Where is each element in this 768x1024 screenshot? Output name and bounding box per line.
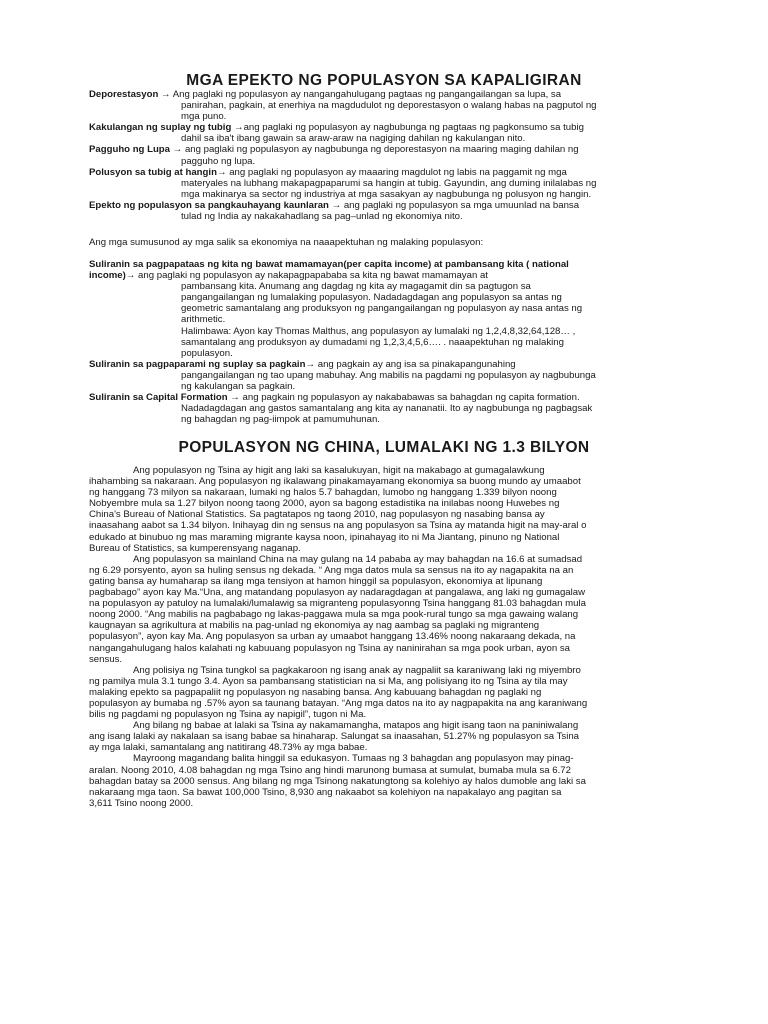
- page-title: MGA EPEKTO NG POPULASYON SA KAPALIGIRAN: [186, 72, 582, 89]
- factor-term: Suliranin sa pagpapataas ng kita ng bawat mamamayan(per capita income) at pambansang kita ( national: [89, 259, 569, 270]
- effect-text: mga puno.: [181, 111, 227, 123]
- article-line: ang isang lalaki ay nakalaan sa isang babae sa hinaharap. Salungat sa inaasahan, 51.27% ng populasyon sa Tsina: [89, 731, 579, 743]
- factor-text: ng bahagdan ng pag-iimpok at pamumuhunan.: [181, 414, 380, 426]
- article-line: ng hanggang 73 milyon sa nakaraan, lumaki ng halos 5.7 bahagdan, lumobo ng hanggang 1.339 bilyon noong: [89, 487, 557, 499]
- article-line: Ang populasyon sa mainland China na may gulang na 14 pababa ay may bahagdan na 16.6 at sumadsad: [133, 553, 583, 565]
- article-line: ihahambing sa nakaraan. Ang populasyon ng ikalawang pinakamayamang ekonomiya sa buong mundo ay umaabot: [89, 476, 581, 488]
- effect-term: Epekto ng populasyon sa pangkauhayang kaunlaran: [89, 199, 329, 211]
- factors-intro: [89, 237, 483, 248]
- article-line: aralan. Noong 2010, 4.08 bahagdan ng mga Tsino ang hindi marunong bumasa at sumulat, bumaba mula sa 6.72: [89, 764, 571, 776]
- article-line: China's Bureau of National Statistics. Sa pagtatapos ng taong 2010, nag populasyon ng nasabing bansa ay: [89, 509, 545, 521]
- factor-text: → ang pagkain ng populasyon ay nakababawas sa bahagdan ng capita formation.: [227, 392, 580, 404]
- article-line: gating bansa ay humaharap sa ilang mga tensiyon at hamon hinggil sa populasyon, ekonomiya at lipunang: [89, 575, 543, 587]
- effect-text: →ang paglaki ng populasyon ay nagbubunga ng pagtaas ng pagkonsumo sa tubig: [231, 122, 584, 134]
- effect-polusyon: [89, 167, 597, 178]
- factor-text: samantalang ang produksyon ay dumadami ng 1,2,3,4,5,6…. . naaapektuhan ng malaking: [181, 336, 564, 348]
- article-line: Ang bilang ng babae at lalaki sa Tsina ay nakamamangha, matapos ang higit isang taon na paniniwalang: [133, 720, 579, 732]
- factor-text: arithmetic.: [181, 314, 226, 326]
- effect-term: Polusyon sa tubig at hangin: [89, 166, 217, 178]
- intro-text: Ang mga sumusunod ay mga salik sa ekonomiya na naaapektuhan ng malaking populasyon:: [89, 237, 484, 248]
- article-line: populasyon”, ayon kay Ma. Ang populasyon sa urban ay umaabot hanggang 13.46% noong nakaraang dekada, na: [89, 631, 576, 643]
- article-line: bahagdan batay sa 2000 sensus. Ang bilang ng mga Tsinong nakatungtong sa kolehiyo ay halos dumoble ang laki sa: [89, 775, 586, 787]
- article-line: inaasahang aabot sa 1.34 bilyon. Inihayag din ng sensus na ang populasyon sa Tsina ay matanda higit na may-aral o: [89, 520, 587, 532]
- factor-text: geometric samantalang ang produksyon ng pangangailangan ng populasyon ay nasa antas ng: [181, 303, 583, 315]
- article-line: populasyon ay bumaba ng .57% ayon sa taunang batayan. “Ang mga datos na ito ay nagpapakita na ang karaniwang: [89, 697, 588, 709]
- factor-text: pangangailangan ng lumalaking populasyon. Nadadagdagan ang populasyon sa antas ng: [181, 292, 562, 304]
- effect-text: tulad ng India ay nakakahadlang sa pag–unlad ng ekonomiya nito.: [181, 211, 463, 223]
- factor-text: pangangailangan ng tao upang mabuhay. Ang mabilis na pagdami ng populasyon ay nagbubunga: [181, 369, 596, 381]
- effect-text: panirahan, pagkain, at enerhiya na magdudulot ng deporestasyon o walang habas na pagputol ng: [181, 100, 597, 112]
- effect-pagguho: [89, 144, 597, 155]
- factor-example: Halimbawa: Ayon kay Thomas Malthus, ang populasyon ay lumalaki ng 1,2,4,8,32,64,128… ,: [181, 325, 576, 337]
- article-line: Ang populasyon ng Tsina ay higit ang laki sa kasalukuyan, higit na makabago at gumagalawkung: [133, 465, 545, 476]
- article-line: sensus.: [89, 653, 123, 665]
- effect-text: materyales na lubhang makapagpaparumi sa hangin at tubig. Gayundin, ang duming inilalabas ng: [181, 177, 597, 189]
- article-line: edukado at binubuo ng mas maraming migrante kaysa noon, ipinahayag ito ni Ma Jiantang, pinuno ng National: [89, 531, 560, 543]
- article-line: pagbabago” ayon kay Ma.“Una, ang matandang populasyon ay nadaragdagan at pangalawa, ang laki ng gumagalaw: [89, 587, 586, 599]
- article-line: nangangahulugang halos kalahati ng kabuuang populasyon ng Tsina ay naninirahan sa mga pook urban, ayon sa: [89, 642, 570, 654]
- article-line: noong 2000. “Ang mabilis na pagbabago ng lakas-paggawa mula sa mga pook-rural tungo sa mga gawaing walang: [89, 609, 579, 621]
- article-line: Bureau of Statistics, sa kumperensyang naganap.: [89, 542, 301, 554]
- article-line: Ang polisiya ng Tsina tungkol sa pagkakaroon ng isang anak ay nagpaliit sa karaniwang laki ng miyembro: [133, 664, 581, 676]
- article-line: ay mga lalaki, samantalang ang natitirang 48.73% ay mga babae.: [89, 742, 368, 754]
- article-line: Mayroong magandang balita hinggil sa edukasyon. Tumaas ng 3 bahagdan ang populasyon may pinag-: [133, 753, 574, 765]
- effect-text: → Ang paglaki ng populasyon ay nangangahulugang pagtaas ng pangangailangan sa lupa, sa: [158, 89, 562, 100]
- effect-deporestasyon: [89, 89, 597, 100]
- article-line: kaugnayan sa agrikultura at mabilis na pag-unlad ng ekonomiya ay nag aambag sa paglaki ng migranteng: [89, 620, 540, 632]
- factor-text: ng kakulangan sa pagkain.: [181, 381, 296, 393]
- article-line: Nobyembre mula sa 1.27 bilyon noong taong 2000, ayon sa bagong estadistika na inilabas noong Huwebes ng: [89, 498, 560, 510]
- factor-term: Suliranin sa pagpaparami ng suplay sa pagkain: [89, 358, 306, 370]
- effect-text: pagguho ng lupa.: [181, 155, 256, 167]
- effect-text: → ang paglaki ng populasyon ay nagbubunga ng deporestasyon na maaring maging dahilan ng: [170, 144, 579, 156]
- effect-term: Deporestasyon: [89, 89, 159, 100]
- effect-text: dahil sa iba't ibang gawain sa araw-araw na nagiging dahilan ng kakulangan nito.: [181, 133, 526, 145]
- factor-pagkain: [89, 359, 596, 370]
- factor-text: Nadadagdagan ang gastos samantalang ang kita ay nananatii. Ito ay nagbubunga ng pagbagsak: [181, 403, 593, 415]
- article-line: na populasyon ay patuloy na lumalaki/lumalawig sa migranteng populasyonng Tsina hanggang 81.03 bahagdan mula: [89, 598, 586, 610]
- article-line: bilis ng pagdami ng populasyon ng Tsina ay napigil”, tugon ni Ma.: [89, 709, 367, 721]
- section-title: POPULASYON NG CHINA, LUMALAKI NG 1.3 BILYON: [178, 439, 590, 456]
- factor-capital: [89, 392, 596, 403]
- effect-kakulangan: [89, 122, 597, 133]
- factor-text: → ang paglaki ng populasyon ay nakapagpapababa sa kita ng bawat mamamayan at: [125, 270, 488, 282]
- article-line: 3,611 Tsino noong 2000.: [89, 797, 194, 809]
- article-line: nakaraang mga taon. Sa bawat 100,000 Tsino, 8,930 ang nakaabot sa kolehiyon na napakalayo ang pagitan sa: [89, 786, 562, 798]
- factors-section: [89, 259, 596, 425]
- factor-term: Suliranin sa Capital Formation: [89, 392, 228, 404]
- effect-text: → ang paglaki ng populasyon ay maaaring magdulot ng labis na paggamit ng mga: [216, 166, 567, 178]
- factor-per-capita: [89, 270, 596, 281]
- factor-text: populasyon.: [181, 347, 233, 359]
- effect-term: Kakulangan ng suplay ng tubig: [89, 122, 232, 134]
- effect-text: → ang paglaki ng populasyon sa mga umuunlad na bansa: [328, 199, 580, 211]
- article-line: malaking epekto sa pagpapaliit ng populasyon ng nasabing bansa. Ang kabuuang bahagdan ng paglaki ng: [89, 686, 542, 698]
- factor-text: → ang pagkain ay ang isa sa pinakapangunahing: [305, 358, 516, 370]
- factor-term: income): [89, 270, 126, 282]
- article-body: [89, 465, 587, 809]
- effect-epekto: [89, 200, 597, 211]
- factor-text: pambansang kita. Anumang ang dagdag ng kita ay magagamit din sa pagtugon sa: [181, 281, 531, 293]
- effects-section: [89, 89, 597, 222]
- article-line: ng pamilya mula 3.1 tungo 3.4. Ayon sa pambansang statistician na si Ma, ang polisiyang ito ng Tsina ay tila may: [89, 675, 568, 687]
- effect-text: mga makinarya sa sector ng industriya at mga sasakyan ay nagbubunga ng polusyon ng hangin.: [181, 188, 592, 200]
- article-line: ng 6.29 porsyento, ayon sa huling sensus ng dekada. “ Ang mga datos mula sa sensus na ito ay nagapakita na an: [89, 564, 574, 576]
- effect-term: Pagguho ng Lupa: [89, 144, 171, 156]
